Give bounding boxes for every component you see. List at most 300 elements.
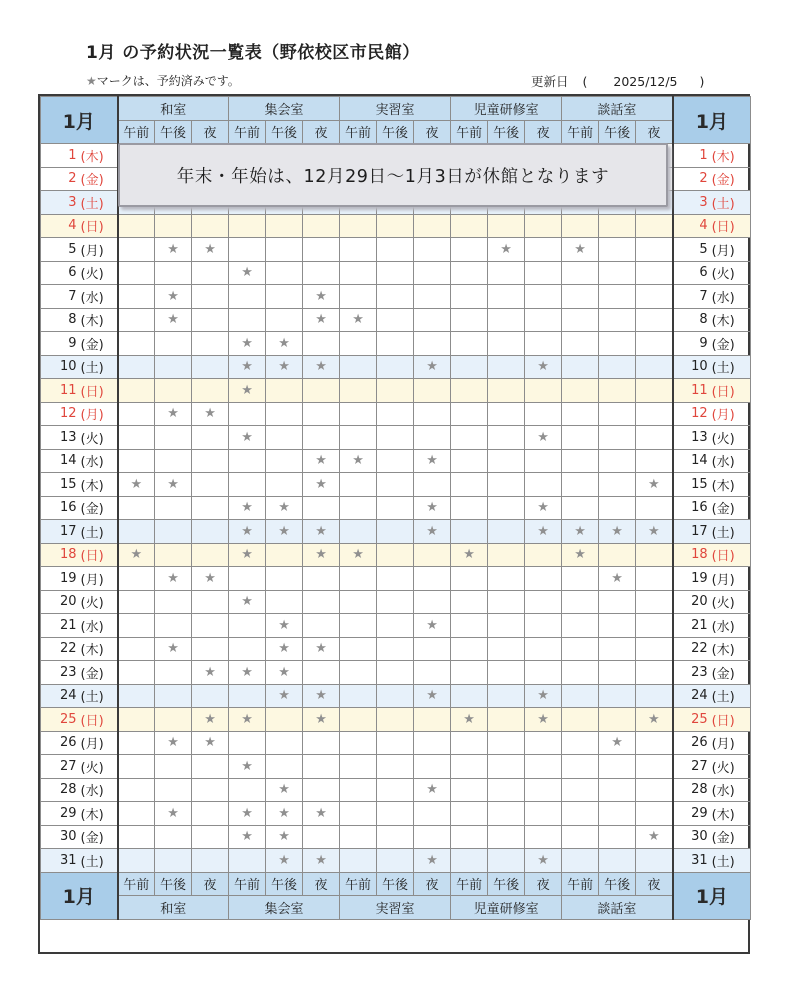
reservation-cell xyxy=(266,238,303,262)
reservation-cell xyxy=(340,778,377,802)
reserved-star-icon: ★ xyxy=(229,590,266,614)
day-weekday: (水) xyxy=(80,614,118,638)
day-number-right: 1 xyxy=(673,144,711,168)
day-number: 9 xyxy=(41,332,80,356)
reservation-cell xyxy=(266,426,303,450)
reservation-cell xyxy=(414,802,451,826)
reservation-cell xyxy=(562,731,599,755)
reserved-star-icon: ★ xyxy=(562,543,599,567)
day-number: 17 xyxy=(41,520,80,544)
reservation-cell xyxy=(525,261,562,285)
reservation-cell xyxy=(340,684,377,708)
reserved-star-icon: ★ xyxy=(599,520,636,544)
reservation-cell xyxy=(451,308,488,332)
table-row xyxy=(41,332,751,356)
reservation-cell xyxy=(155,661,192,685)
reserved-star-icon: ★ xyxy=(229,708,266,732)
reservation-cell xyxy=(118,849,155,873)
footer-slot: 午前 xyxy=(229,872,266,896)
day-weekday: (火) xyxy=(80,755,118,779)
reservation-cell xyxy=(599,778,636,802)
reservation-cell xyxy=(229,567,266,591)
reserved-star-icon: ★ xyxy=(155,402,192,426)
reservation-cell xyxy=(377,778,414,802)
day-number: 6 xyxy=(41,261,80,285)
reserved-star-icon: ★ xyxy=(525,520,562,544)
reservation-cell xyxy=(155,426,192,450)
day-weekday-right: (日) xyxy=(711,379,751,403)
day-number-right: 6 xyxy=(673,261,711,285)
reserved-star-icon: ★ xyxy=(229,496,266,520)
reserved-star-icon: ★ xyxy=(229,802,266,826)
reservation-cell xyxy=(562,473,599,497)
reservation-cell xyxy=(599,637,636,661)
reservation-cell xyxy=(414,637,451,661)
reservation-cell xyxy=(636,590,673,614)
day-number: 2 xyxy=(41,167,80,191)
reservation-cell xyxy=(192,449,229,473)
reservation-cell xyxy=(488,426,525,450)
footer-slot: 午後 xyxy=(488,872,525,896)
reservation-cell xyxy=(636,567,673,591)
reservation-cell xyxy=(488,684,525,708)
reserved-star-icon: ★ xyxy=(192,238,229,262)
table-row xyxy=(41,449,751,473)
reserved-star-icon: ★ xyxy=(340,543,377,567)
holiday-banner: 年末・年始は、12月29日～1月3日が休館となります xyxy=(118,143,668,207)
reservation-cell xyxy=(599,755,636,779)
reservation-cell xyxy=(118,614,155,638)
day-weekday: (土) xyxy=(80,191,118,215)
day-number-right: 16 xyxy=(673,496,711,520)
reservation-cell xyxy=(377,214,414,238)
header-rooms-row xyxy=(41,97,751,121)
day-number: 27 xyxy=(41,755,80,779)
reservation-cell xyxy=(303,825,340,849)
reserved-star-icon: ★ xyxy=(229,755,266,779)
reservation-cell xyxy=(118,778,155,802)
reservation-cell xyxy=(340,708,377,732)
reservation-cell xyxy=(414,567,451,591)
reserved-star-icon: ★ xyxy=(155,285,192,309)
reservation-cell xyxy=(266,590,303,614)
footer-rooms-row xyxy=(41,896,751,920)
day-number-right: 12 xyxy=(673,402,711,426)
reserved-star-icon: ★ xyxy=(562,238,599,262)
reservation-cell xyxy=(118,825,155,849)
day-weekday: (月) xyxy=(80,731,118,755)
reserved-star-icon: ★ xyxy=(266,637,303,661)
reservation-cell xyxy=(451,332,488,356)
reservation-cell xyxy=(303,755,340,779)
header-slot: 夜 xyxy=(636,120,673,144)
reservation-cell xyxy=(562,355,599,379)
reservation-cell xyxy=(377,849,414,873)
day-weekday: (土) xyxy=(80,849,118,873)
day-weekday-right: (火) xyxy=(711,261,751,285)
reservation-cell xyxy=(377,285,414,309)
reservation-cell xyxy=(266,755,303,779)
day-weekday: (木) xyxy=(80,144,118,168)
header-slot: 午前 xyxy=(118,120,155,144)
reservation-cell xyxy=(340,238,377,262)
reservation-cell xyxy=(377,426,414,450)
day-weekday-right: (日) xyxy=(711,214,751,238)
reserved-star-icon: ★ xyxy=(192,402,229,426)
legend-text: マークは、予約済みです。 xyxy=(96,74,240,88)
reserved-star-icon: ★ xyxy=(266,661,303,685)
reservation-cell xyxy=(636,849,673,873)
reservation-cell xyxy=(451,402,488,426)
reservation-cell xyxy=(636,402,673,426)
reservation-cell xyxy=(229,449,266,473)
day-weekday: (土) xyxy=(80,355,118,379)
reservation-cell xyxy=(340,379,377,403)
reservation-cell xyxy=(340,426,377,450)
reserved-star-icon: ★ xyxy=(229,661,266,685)
day-weekday: (木) xyxy=(80,308,118,332)
reserved-star-icon: ★ xyxy=(636,825,673,849)
header-slot: 夜 xyxy=(525,120,562,144)
reservation-cell xyxy=(488,755,525,779)
reservation-cell xyxy=(599,449,636,473)
day-number-right: 27 xyxy=(673,755,711,779)
reservation-cell xyxy=(636,214,673,238)
legend-note xyxy=(86,72,240,89)
reservation-cell xyxy=(377,473,414,497)
reservation-cell xyxy=(377,802,414,826)
reservation-cell xyxy=(118,684,155,708)
reservation-cell xyxy=(118,426,155,450)
reservation-cell xyxy=(340,849,377,873)
reservation-cell xyxy=(303,590,340,614)
reservation-cell xyxy=(525,238,562,262)
reserved-star-icon: ★ xyxy=(229,261,266,285)
reserved-star-icon: ★ xyxy=(636,520,673,544)
reserved-star-icon: ★ xyxy=(118,473,155,497)
reservation-cell xyxy=(155,520,192,544)
day-weekday: (水) xyxy=(80,285,118,309)
table-row xyxy=(41,285,751,309)
day-weekday-right: (金) xyxy=(711,496,751,520)
reservation-cell xyxy=(562,285,599,309)
day-weekday: (木) xyxy=(80,802,118,826)
reservation-cell xyxy=(451,731,488,755)
reservation-cell xyxy=(562,661,599,685)
footer-slot: 夜 xyxy=(636,872,673,896)
reserved-star-icon: ★ xyxy=(562,520,599,544)
day-weekday-right: (土) xyxy=(711,520,751,544)
reservation-cell xyxy=(192,614,229,638)
day-weekday-right: (火) xyxy=(711,755,751,779)
day-number-right: 31 xyxy=(673,849,711,873)
footer-slot: 夜 xyxy=(303,872,340,896)
reservation-cell xyxy=(229,637,266,661)
reserved-star-icon: ★ xyxy=(303,802,340,826)
reserved-star-icon: ★ xyxy=(266,684,303,708)
day-weekday-right: (金) xyxy=(711,825,751,849)
reservation-cell xyxy=(488,590,525,614)
day-weekday-right: (火) xyxy=(711,426,751,450)
reservation-cell xyxy=(414,755,451,779)
reservation-table xyxy=(40,96,751,920)
reservation-cell xyxy=(155,755,192,779)
reservation-cell xyxy=(599,496,636,520)
reservation-cell xyxy=(192,849,229,873)
reservation-cell xyxy=(414,473,451,497)
reservation-cell xyxy=(340,590,377,614)
reservation-cell xyxy=(562,567,599,591)
reserved-star-icon: ★ xyxy=(525,849,562,873)
reservation-cell xyxy=(451,238,488,262)
day-number-right: 18 xyxy=(673,543,711,567)
header-slot: 夜 xyxy=(414,120,451,144)
day-number: 5 xyxy=(41,238,80,262)
reserved-star-icon: ★ xyxy=(192,661,229,685)
reservation-cell xyxy=(118,708,155,732)
reserved-star-icon: ★ xyxy=(155,238,192,262)
reservation-cell xyxy=(562,379,599,403)
table-row xyxy=(41,684,751,708)
reservation-cell xyxy=(525,308,562,332)
reservation-cell xyxy=(599,802,636,826)
reservation-cell xyxy=(562,637,599,661)
reserved-star-icon: ★ xyxy=(303,543,340,567)
header-slot: 午後 xyxy=(599,120,636,144)
day-number-right: 10 xyxy=(673,355,711,379)
reservation-cell xyxy=(118,379,155,403)
reservation-cell xyxy=(636,238,673,262)
reservation-cell xyxy=(266,308,303,332)
reservation-cell xyxy=(266,731,303,755)
reserved-star-icon: ★ xyxy=(303,308,340,332)
table-row xyxy=(41,379,751,403)
reservation-cell xyxy=(525,567,562,591)
day-weekday: (金) xyxy=(80,332,118,356)
reservation-cell xyxy=(340,637,377,661)
reservation-cell xyxy=(525,473,562,497)
reservation-cell xyxy=(340,332,377,356)
day-weekday: (金) xyxy=(80,661,118,685)
day-number-right: 30 xyxy=(673,825,711,849)
reservation-cell xyxy=(192,261,229,285)
reservation-cell xyxy=(636,285,673,309)
reservation-cell xyxy=(599,543,636,567)
reservation-cell xyxy=(192,778,229,802)
reservation-cell xyxy=(155,684,192,708)
reservation-cell xyxy=(192,426,229,450)
reserved-star-icon: ★ xyxy=(266,614,303,638)
day-weekday-right: (水) xyxy=(711,614,751,638)
day-number: 31 xyxy=(41,849,80,873)
reservation-cell xyxy=(192,590,229,614)
reservation-cell xyxy=(155,825,192,849)
reservation-cell xyxy=(599,402,636,426)
reserved-star-icon: ★ xyxy=(155,802,192,826)
reservation-cell xyxy=(636,308,673,332)
reservation-cell xyxy=(118,449,155,473)
table-row xyxy=(41,214,751,238)
day-number: 12 xyxy=(41,402,80,426)
reserved-star-icon: ★ xyxy=(525,708,562,732)
day-weekday-right: (水) xyxy=(711,285,751,309)
day-weekday: (月) xyxy=(80,238,118,262)
reserved-star-icon: ★ xyxy=(414,614,451,638)
reservation-cell xyxy=(414,214,451,238)
table-row xyxy=(41,849,751,873)
day-number-right: 7 xyxy=(673,285,711,309)
footer-room-5: 談話室 xyxy=(562,896,673,920)
footer-slot: 午後 xyxy=(599,872,636,896)
day-number: 23 xyxy=(41,661,80,685)
reservation-cell xyxy=(451,755,488,779)
reservation-cell xyxy=(451,520,488,544)
reserved-star-icon: ★ xyxy=(488,238,525,262)
day-number: 19 xyxy=(41,567,80,591)
reservation-cell xyxy=(599,473,636,497)
day-weekday: (火) xyxy=(80,590,118,614)
day-weekday-right: (金) xyxy=(711,167,751,191)
reserved-star-icon: ★ xyxy=(155,637,192,661)
day-weekday-right: (水) xyxy=(711,778,751,802)
table-row xyxy=(41,661,751,685)
reservation-cell xyxy=(488,355,525,379)
reserved-star-icon: ★ xyxy=(303,355,340,379)
month-label-right: 1月 xyxy=(673,97,751,144)
day-number-right: 20 xyxy=(673,590,711,614)
reserved-star-icon: ★ xyxy=(414,520,451,544)
reservation-cell xyxy=(562,261,599,285)
table-row xyxy=(41,731,751,755)
reservation-cell xyxy=(488,520,525,544)
reservation-cell xyxy=(266,708,303,732)
reservation-cell xyxy=(377,708,414,732)
day-number: 28 xyxy=(41,778,80,802)
reservation-cell xyxy=(451,590,488,614)
reservation-cell xyxy=(599,661,636,685)
reserved-star-icon: ★ xyxy=(303,473,340,497)
reservation-cell xyxy=(451,379,488,403)
day-weekday: (土) xyxy=(80,520,118,544)
reservation-cell xyxy=(229,285,266,309)
day-number: 29 xyxy=(41,802,80,826)
reserved-star-icon: ★ xyxy=(266,496,303,520)
reserved-star-icon: ★ xyxy=(340,449,377,473)
reservation-cell xyxy=(118,567,155,591)
reservation-cell xyxy=(414,708,451,732)
day-number: 11 xyxy=(41,379,80,403)
day-number-right: 28 xyxy=(673,778,711,802)
table-row xyxy=(41,614,751,638)
day-weekday: (水) xyxy=(80,449,118,473)
day-number: 25 xyxy=(41,708,80,732)
reservation-cell xyxy=(562,496,599,520)
reserved-star-icon: ★ xyxy=(599,567,636,591)
reserved-star-icon: ★ xyxy=(525,355,562,379)
day-weekday: (水) xyxy=(80,778,118,802)
reservation-cell xyxy=(155,614,192,638)
reservation-cell xyxy=(525,661,562,685)
reserved-star-icon: ★ xyxy=(414,449,451,473)
day-weekday: (木) xyxy=(80,637,118,661)
reservation-cell xyxy=(118,308,155,332)
day-number-right: 26 xyxy=(673,731,711,755)
reservation-cell xyxy=(599,825,636,849)
reservation-cell xyxy=(451,355,488,379)
header-slot: 午前 xyxy=(562,120,599,144)
reservation-cell xyxy=(192,520,229,544)
table-row xyxy=(41,238,751,262)
day-weekday-right: (月) xyxy=(711,402,751,426)
reserved-star-icon: ★ xyxy=(229,825,266,849)
day-weekday: (金) xyxy=(80,496,118,520)
reserved-star-icon: ★ xyxy=(229,355,266,379)
reservation-cell xyxy=(377,661,414,685)
reservation-cell xyxy=(488,473,525,497)
reservation-cell xyxy=(229,402,266,426)
reservation-cell xyxy=(340,661,377,685)
reservation-cell xyxy=(118,731,155,755)
reservation-cell xyxy=(303,567,340,591)
reservation-cell xyxy=(377,308,414,332)
reserved-star-icon: ★ xyxy=(303,849,340,873)
reservation-cell xyxy=(303,238,340,262)
table-row xyxy=(41,402,751,426)
reservation-cell xyxy=(414,285,451,309)
reservation-cell xyxy=(414,379,451,403)
reservation-cell xyxy=(192,214,229,238)
reservation-cell xyxy=(340,802,377,826)
reserved-star-icon: ★ xyxy=(414,684,451,708)
header-slot: 午前 xyxy=(451,120,488,144)
day-weekday-right: (木) xyxy=(711,144,751,168)
day-weekday: (金) xyxy=(80,825,118,849)
reserved-star-icon: ★ xyxy=(266,849,303,873)
reservation-cell xyxy=(377,590,414,614)
day-weekday-right: (木) xyxy=(711,473,751,497)
reservation-cell xyxy=(377,332,414,356)
day-number: 1 xyxy=(41,144,80,168)
reserved-star-icon: ★ xyxy=(118,543,155,567)
reserved-star-icon: ★ xyxy=(266,520,303,544)
day-number: 8 xyxy=(41,308,80,332)
header-slot: 午後 xyxy=(377,120,414,144)
reservation-cell xyxy=(525,332,562,356)
reserved-star-icon: ★ xyxy=(192,708,229,732)
reservation-cell xyxy=(192,473,229,497)
header-room-2: 集会室 xyxy=(229,97,340,121)
reservation-cell xyxy=(192,496,229,520)
reservation-cell xyxy=(340,355,377,379)
reservation-cell xyxy=(155,778,192,802)
reservation-cell xyxy=(192,802,229,826)
reservation-cell xyxy=(525,825,562,849)
reserved-star-icon: ★ xyxy=(229,332,266,356)
reservation-cell xyxy=(599,849,636,873)
reserved-star-icon: ★ xyxy=(229,379,266,403)
day-weekday-right: (月) xyxy=(711,567,751,591)
day-weekday-right: (金) xyxy=(711,332,751,356)
reservation-cell xyxy=(118,661,155,685)
day-weekday-right: (金) xyxy=(711,661,751,685)
reservation-cell xyxy=(266,261,303,285)
reserved-star-icon: ★ xyxy=(303,520,340,544)
day-weekday-right: (土) xyxy=(711,355,751,379)
footer-slot: 午後 xyxy=(266,872,303,896)
reservation-cell xyxy=(192,637,229,661)
day-number: 24 xyxy=(41,684,80,708)
day-weekday-right: (木) xyxy=(711,802,751,826)
